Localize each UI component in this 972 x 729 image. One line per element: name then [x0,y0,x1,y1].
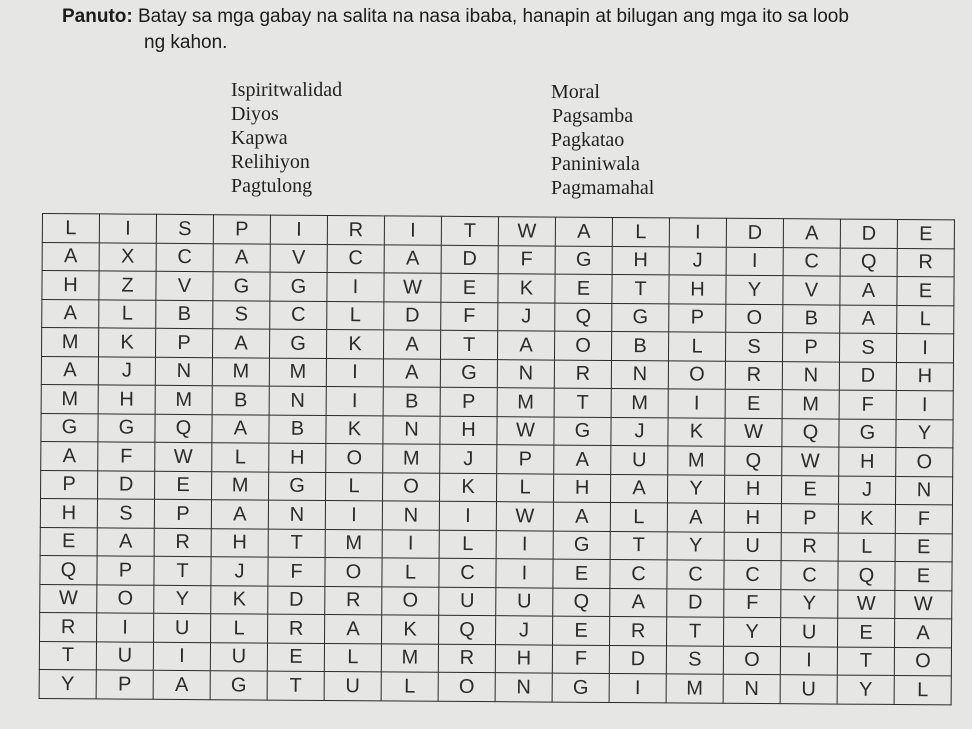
grid-cell[interactable]: O [326,443,383,472]
grid-cell[interactable]: R [40,612,97,641]
grid-cell[interactable]: C [610,559,667,588]
grid-cell[interactable]: A [553,502,610,531]
grid-cell[interactable]: A [212,329,269,358]
grid-cell[interactable]: L [668,332,725,361]
grid-cell[interactable]: O [554,331,611,360]
grid-cell[interactable]: T [154,556,211,585]
grid-cell[interactable]: K [498,274,555,303]
grid-cell[interactable]: M [41,384,98,413]
grid-cell[interactable]: O [894,647,951,676]
grid-cell[interactable]: G [440,359,497,388]
grid-cell[interactable]: M [269,358,326,387]
grid-cell[interactable]: I [668,389,725,418]
word-search-grid [39,213,955,705]
grid-cell[interactable]: W [496,502,553,531]
grid-cell[interactable]: I [384,216,441,245]
grid-cell[interactable]: L [99,299,156,328]
grid-cell[interactable]: O [896,447,953,476]
grid-cell[interactable]: B [383,387,440,416]
grid-cell[interactable]: C [439,558,496,587]
grid-cell[interactable]: Q [782,418,839,447]
grid-cell[interactable]: Y [726,275,783,304]
grid-cell[interactable]: D [441,245,498,274]
grid-cell[interactable]: I [99,214,156,243]
grid-cell[interactable]: N [497,359,554,388]
grid-cell[interactable]: T [268,529,325,558]
grid-cell[interactable]: T [837,647,894,676]
grid-cell[interactable]: C [667,560,724,589]
grid-cell[interactable]: B [212,386,269,415]
grid-cell[interactable]: A [42,299,99,328]
grid-cell[interactable]: I [496,530,553,559]
grid-cell[interactable]: V [270,244,327,273]
grid-cell[interactable]: T [440,330,497,359]
grid-cell[interactable]: A [213,243,270,272]
grid-cell[interactable]: C [781,561,838,590]
grid-cell[interactable]: M [212,471,269,500]
grid-cell[interactable]: L [211,614,268,643]
grid-cell[interactable]: P [213,215,270,244]
grid-cell[interactable]: P [96,670,153,699]
grid-cell[interactable]: U [324,671,381,700]
grid-cell[interactable]: M [497,388,554,417]
grid-cell[interactable]: A [212,414,269,443]
grid-cell[interactable]: G [213,272,270,301]
grid-cell[interactable]: H [495,644,552,673]
grid-cell[interactable]: R [609,616,666,645]
grid-cell[interactable]: A [610,474,667,503]
grid-cell[interactable]: A [610,588,667,617]
grid-cell[interactable]: M [668,446,725,475]
grid-cell[interactable]: O [668,360,725,389]
grid-cell[interactable]: E [441,273,498,302]
grid-cell[interactable]: R [154,528,211,557]
grid-cell[interactable]: E [897,219,954,248]
grid-cell[interactable]: I [496,559,553,588]
grid-cell[interactable]: O [723,646,780,675]
grid-cell[interactable]: Q [439,615,496,644]
grid-cell[interactable]: J [669,246,726,275]
grid-cell[interactable]: J [498,302,555,331]
grid-cell[interactable]: G [269,472,326,501]
grid-cell[interactable]: Q [840,248,897,277]
grid-cell[interactable]: H [42,271,99,300]
grid-cell[interactable]: R [327,215,384,244]
grid-cell[interactable]: M [42,328,99,357]
grid-cell[interactable]: T [267,671,324,700]
grid-cell[interactable]: K [382,615,439,644]
grid-cell[interactable]: D [839,362,896,391]
grid-cell[interactable]: I [327,272,384,301]
grid-cell[interactable]: I [326,386,383,415]
grid-cell[interactable]: B [269,415,326,444]
grid-cell[interactable]: R [325,586,382,615]
grid-cell[interactable]: E [895,561,952,590]
grid-cell[interactable]: I [669,218,726,247]
grid-cell[interactable]: N [269,386,326,415]
word-list-right [551,80,654,200]
grid-cell[interactable]: J [211,557,268,586]
grid-cell[interactable]: D [384,301,441,330]
grid-cell[interactable]: U [210,642,267,671]
word-item: Moral [551,81,600,103]
grid-cell[interactable]: P [97,556,154,585]
word-item: Paniniwala [551,153,640,175]
grid-cell[interactable]: O [382,586,439,615]
grid-cell[interactable]: T [39,641,96,670]
grid-cell[interactable]: J [98,356,155,385]
grid-cell[interactable]: A [97,527,154,556]
grid-cell[interactable]: O [325,557,382,586]
grid-cell[interactable]: N [383,415,440,444]
grid-cell[interactable]: G [270,272,327,301]
grid-cell[interactable]: H [440,416,497,445]
grid-cell[interactable]: C [156,243,213,272]
grid-cell[interactable]: L [894,675,951,704]
grid-cell[interactable]: Y [39,669,96,698]
grid-cell[interactable]: V [156,271,213,300]
grid-cell[interactable]: Y [723,617,780,646]
grid-cell[interactable]: I [609,673,666,702]
instructions-line-1 [62,4,962,30]
grid-cell[interactable]: E [555,274,612,303]
grid-cell[interactable]: T [554,388,611,417]
grid-cell[interactable]: L [381,672,438,701]
grid-cell[interactable]: P [782,333,839,362]
instructions-label: Panuto: [62,6,133,27]
grid-cell[interactable]: O [382,472,439,501]
grid-cell[interactable]: F [552,645,609,674]
grid-cell[interactable]: Q [553,588,610,617]
grid-cell[interactable]: C [270,301,327,330]
word-item: Diyos [231,103,279,125]
grid-cell[interactable]: U [780,618,837,647]
grid-cell[interactable]: P [781,504,838,533]
grid-cell[interactable]: H [40,498,97,527]
grid-cell[interactable]: K [99,328,156,357]
grid-cell[interactable]: G [41,413,98,442]
grid-cell[interactable]: U [780,675,837,704]
grid-cell[interactable]: J [838,476,895,505]
grid-cell[interactable]: P [669,303,726,332]
grid-cell[interactable]: W [498,217,555,246]
grid-cell[interactable]: F [724,589,781,618]
grid-cell[interactable]: E [553,559,610,588]
grid-cell[interactable]: T [666,617,723,646]
grid-cell[interactable]: A [554,445,611,474]
word-item: Pagkatao [551,129,625,151]
grid-cell[interactable]: A [383,358,440,387]
grid-cell[interactable]: C [327,244,384,273]
grid-cell[interactable]: H [839,447,896,476]
grid-cell[interactable]: M [782,390,839,419]
grid-cell[interactable]: J [496,616,553,645]
grid-cell[interactable]: N [723,674,780,703]
grid-cell[interactable]: Y [837,675,894,704]
grid-cell[interactable]: I [896,390,953,419]
grid-cell[interactable]: K [326,415,383,444]
grid-cell[interactable]: G [553,531,610,560]
grid-cell[interactable]: G [269,329,326,358]
grid-cell[interactable]: L [325,472,382,501]
grid-cell[interactable]: Q [838,561,895,590]
grid-cell[interactable]: U [724,532,781,561]
grid-cell[interactable]: N [895,476,952,505]
grid-cell[interactable]: Y [781,589,838,618]
grid-cell[interactable]: B [156,300,213,329]
grid-cell[interactable]: W [895,590,952,619]
grid-cell[interactable]: I [270,215,327,244]
grid-cell[interactable]: L [439,530,496,559]
grid-cell[interactable]: C [724,560,781,589]
grid-cell[interactable]: G [210,671,267,700]
grid-cell[interactable]: N [268,500,325,529]
grid-cell[interactable]: A [153,670,210,699]
word-item: Pagmamahal [551,177,655,199]
grid-cell[interactable]: R [897,248,954,277]
grid-cell[interactable]: M [155,385,212,414]
grid-cell[interactable]: S [839,333,896,362]
grid-cell[interactable]: G [612,303,669,332]
grid-cell[interactable]: W [497,416,554,445]
grid-cell[interactable]: W [384,273,441,302]
grid-cell[interactable]: X [99,242,156,271]
grid-cell[interactable]: H [612,246,669,275]
grid-cell[interactable]: N [782,361,839,390]
grid-cell[interactable]: W [725,418,782,447]
grid-cell[interactable]: I [726,247,783,276]
grid-cell[interactable]: O [726,304,783,333]
grid-cell[interactable]: A [667,503,724,532]
grid-cell[interactable]: F [498,245,555,274]
grid-cell[interactable]: A [211,500,268,529]
grid-cell[interactable]: I [896,333,953,362]
grid-cell[interactable]: W [155,442,212,471]
grid-cell[interactable]: A [325,614,382,643]
grid-cell[interactable]: I [780,646,837,675]
grid-cell[interactable]: R [554,360,611,389]
grid-cell[interactable]: H [724,503,781,532]
grid-cell[interactable]: W [782,447,839,476]
grid-cell[interactable]: S [666,645,723,674]
grid-cell[interactable]: G [839,419,896,448]
grid-cell[interactable]: I [439,501,496,530]
grid-cell[interactable]: Q [155,414,212,443]
grid-cell[interactable]: H [98,385,155,414]
word-item: Ispiritwalidad [231,79,343,101]
grid-cell[interactable]: D [268,586,325,615]
grid-cell[interactable]: A [840,276,897,305]
grid-cell[interactable]: I [97,613,154,642]
grid-cell[interactable]: I [153,642,210,671]
grid-cell[interactable]: F [98,442,155,471]
grid-cell[interactable]: Q [40,555,97,584]
grid-cell[interactable]: R [781,532,838,561]
grid-cell[interactable]: S [97,499,154,528]
grid-cell[interactable]: K [838,504,895,533]
grid-cell[interactable]: L [610,502,667,531]
grid-cell[interactable]: S [156,214,213,243]
grid-cell[interactable]: R [725,361,782,390]
grid-cell[interactable]: E [552,616,609,645]
grid-cell[interactable]: H [211,528,268,557]
grid-cell[interactable]: L [327,301,384,330]
grid-cell[interactable]: D [840,219,897,248]
grid-cell[interactable]: N [495,673,552,702]
grid-cell[interactable]: E [837,618,894,647]
grid-cell[interactable]: E [155,471,212,500]
word-item: Kapwa [231,127,288,149]
grid-cell[interactable]: P [440,387,497,416]
grid-cell[interactable]: E [897,276,954,305]
grid-cell[interactable]: A [42,242,99,271]
grid-cell[interactable]: P [154,499,211,528]
grid-cell[interactable]: T [441,216,498,245]
grid-cell[interactable]: M [325,529,382,558]
grid-cell[interactable]: A [41,441,98,470]
grid-cell[interactable]: A [384,244,441,273]
grid-cell[interactable]: E [725,389,782,418]
grid-cell[interactable]: Q [555,303,612,332]
grid-cell[interactable]: T [612,274,669,303]
instructions [62,4,962,56]
grid-cell[interactable]: Y [154,585,211,614]
grid-cell[interactable]: N [155,357,212,386]
grid-cell[interactable]: J [611,417,668,446]
grid-cell[interactable]: E [267,643,324,672]
grid-cell[interactable]: H [269,443,326,472]
grid-cell[interactable]: W [40,584,97,613]
word-item: Pagtulong [231,175,313,197]
grid-row [39,669,951,704]
grid-cell[interactable]: P [155,328,212,357]
grid-cell[interactable]: F [441,302,498,331]
grid-cell[interactable]: F [268,557,325,586]
grid-cell[interactable]: U [611,445,668,474]
grid-cell[interactable]: M [381,643,438,672]
grid-cell[interactable]: U [96,641,153,670]
grid-cell[interactable]: E [40,527,97,556]
grid-cell[interactable]: E [781,475,838,504]
grid-cell[interactable]: L [324,643,381,672]
grid-cell[interactable]: M [212,357,269,386]
grid-cell[interactable]: Y [667,474,724,503]
grid-cell[interactable]: M [383,444,440,473]
grid-cell[interactable]: L [42,214,99,243]
instructions-text: Batay sa mga gabay na salita na nasa ibaba, hanapin at bilugan ang mga ito sa loob [132,6,849,27]
grid-cell[interactable]: Z [99,271,156,300]
grid-cell[interactable]: H [669,275,726,304]
grid-cell[interactable]: L [382,558,439,587]
grid-cell[interactable]: N [611,360,668,389]
grid-cell[interactable]: K [439,473,496,502]
grid-cell[interactable]: G [554,417,611,446]
grid-cell[interactable]: O [97,584,154,613]
grid-cell[interactable]: S [725,332,782,361]
grid-cell[interactable]: G [98,413,155,442]
grid-cell[interactable]: L [897,305,954,334]
grid-cell[interactable]: N [382,501,439,530]
grid-cell[interactable]: A [783,219,840,248]
grid-cell[interactable]: B [611,331,668,360]
word-item: Relihiyon [231,151,310,173]
grid-cell[interactable]: R [438,644,495,673]
grid-cell[interactable]: Y [667,531,724,560]
grid-cell[interactable]: P [41,470,98,499]
grid-cell[interactable]: L [496,473,553,502]
grid-cell[interactable]: Q [725,446,782,475]
grid-cell[interactable]: M [666,674,723,703]
grid-cell[interactable]: H [553,474,610,503]
grid-cell[interactable]: C [783,247,840,276]
grid-cell[interactable]: F [895,504,952,533]
grid-cell[interactable]: D [667,588,724,617]
grid-cell[interactable]: P [497,445,554,474]
grid-cell[interactable]: G [555,246,612,275]
grid-cell[interactable]: K [211,585,268,614]
grid-cell[interactable]: W [838,590,895,619]
grid-cell[interactable]: A [497,331,554,360]
grid-cell[interactable]: T [610,531,667,560]
grid-cell[interactable]: A [383,330,440,359]
grid-cell[interactable]: O [438,672,495,701]
grid-cell[interactable]: D [726,218,783,247]
grid-cell[interactable]: M [611,388,668,417]
grid-cell[interactable]: E [895,533,952,562]
word-list-left [231,78,342,198]
grid-cell[interactable]: L [612,217,669,246]
grid-cell[interactable]: A [41,356,98,385]
word-item: Pagsamba [552,105,634,127]
grid-cell[interactable]: H [724,475,781,504]
grid-cell[interactable]: B [783,304,840,333]
grid-cell[interactable]: I [325,500,382,529]
grid-cell[interactable]: K [668,417,725,446]
grid-cell[interactable]: K [326,329,383,358]
grid-cell[interactable]: V [783,276,840,305]
grid-cell[interactable]: H [896,362,953,391]
grid-cell[interactable]: A [894,618,951,647]
grid-cell[interactable]: L [838,533,895,562]
grid-cell[interactable]: F [839,390,896,419]
grid-cell[interactable]: G [552,673,609,702]
grid-cell[interactable]: I [326,358,383,387]
grid-cell[interactable]: L [212,443,269,472]
grid-cell[interactable]: U [439,587,496,616]
grid-cell[interactable]: S [213,300,270,329]
grid-cell[interactable]: U [496,587,553,616]
grid-cell[interactable]: A [840,305,897,334]
grid-cell[interactable]: J [440,444,497,473]
grid-cell[interactable]: D [609,645,666,674]
grid-cell[interactable]: D [98,470,155,499]
grid-cell[interactable]: R [268,614,325,643]
grid-cell[interactable]: U [154,613,211,642]
grid-cell[interactable]: A [555,217,612,246]
grid-cell[interactable]: I [382,529,439,558]
instructions-line-2: ng kahon. [144,32,228,53]
grid-cell[interactable]: Y [896,419,953,448]
